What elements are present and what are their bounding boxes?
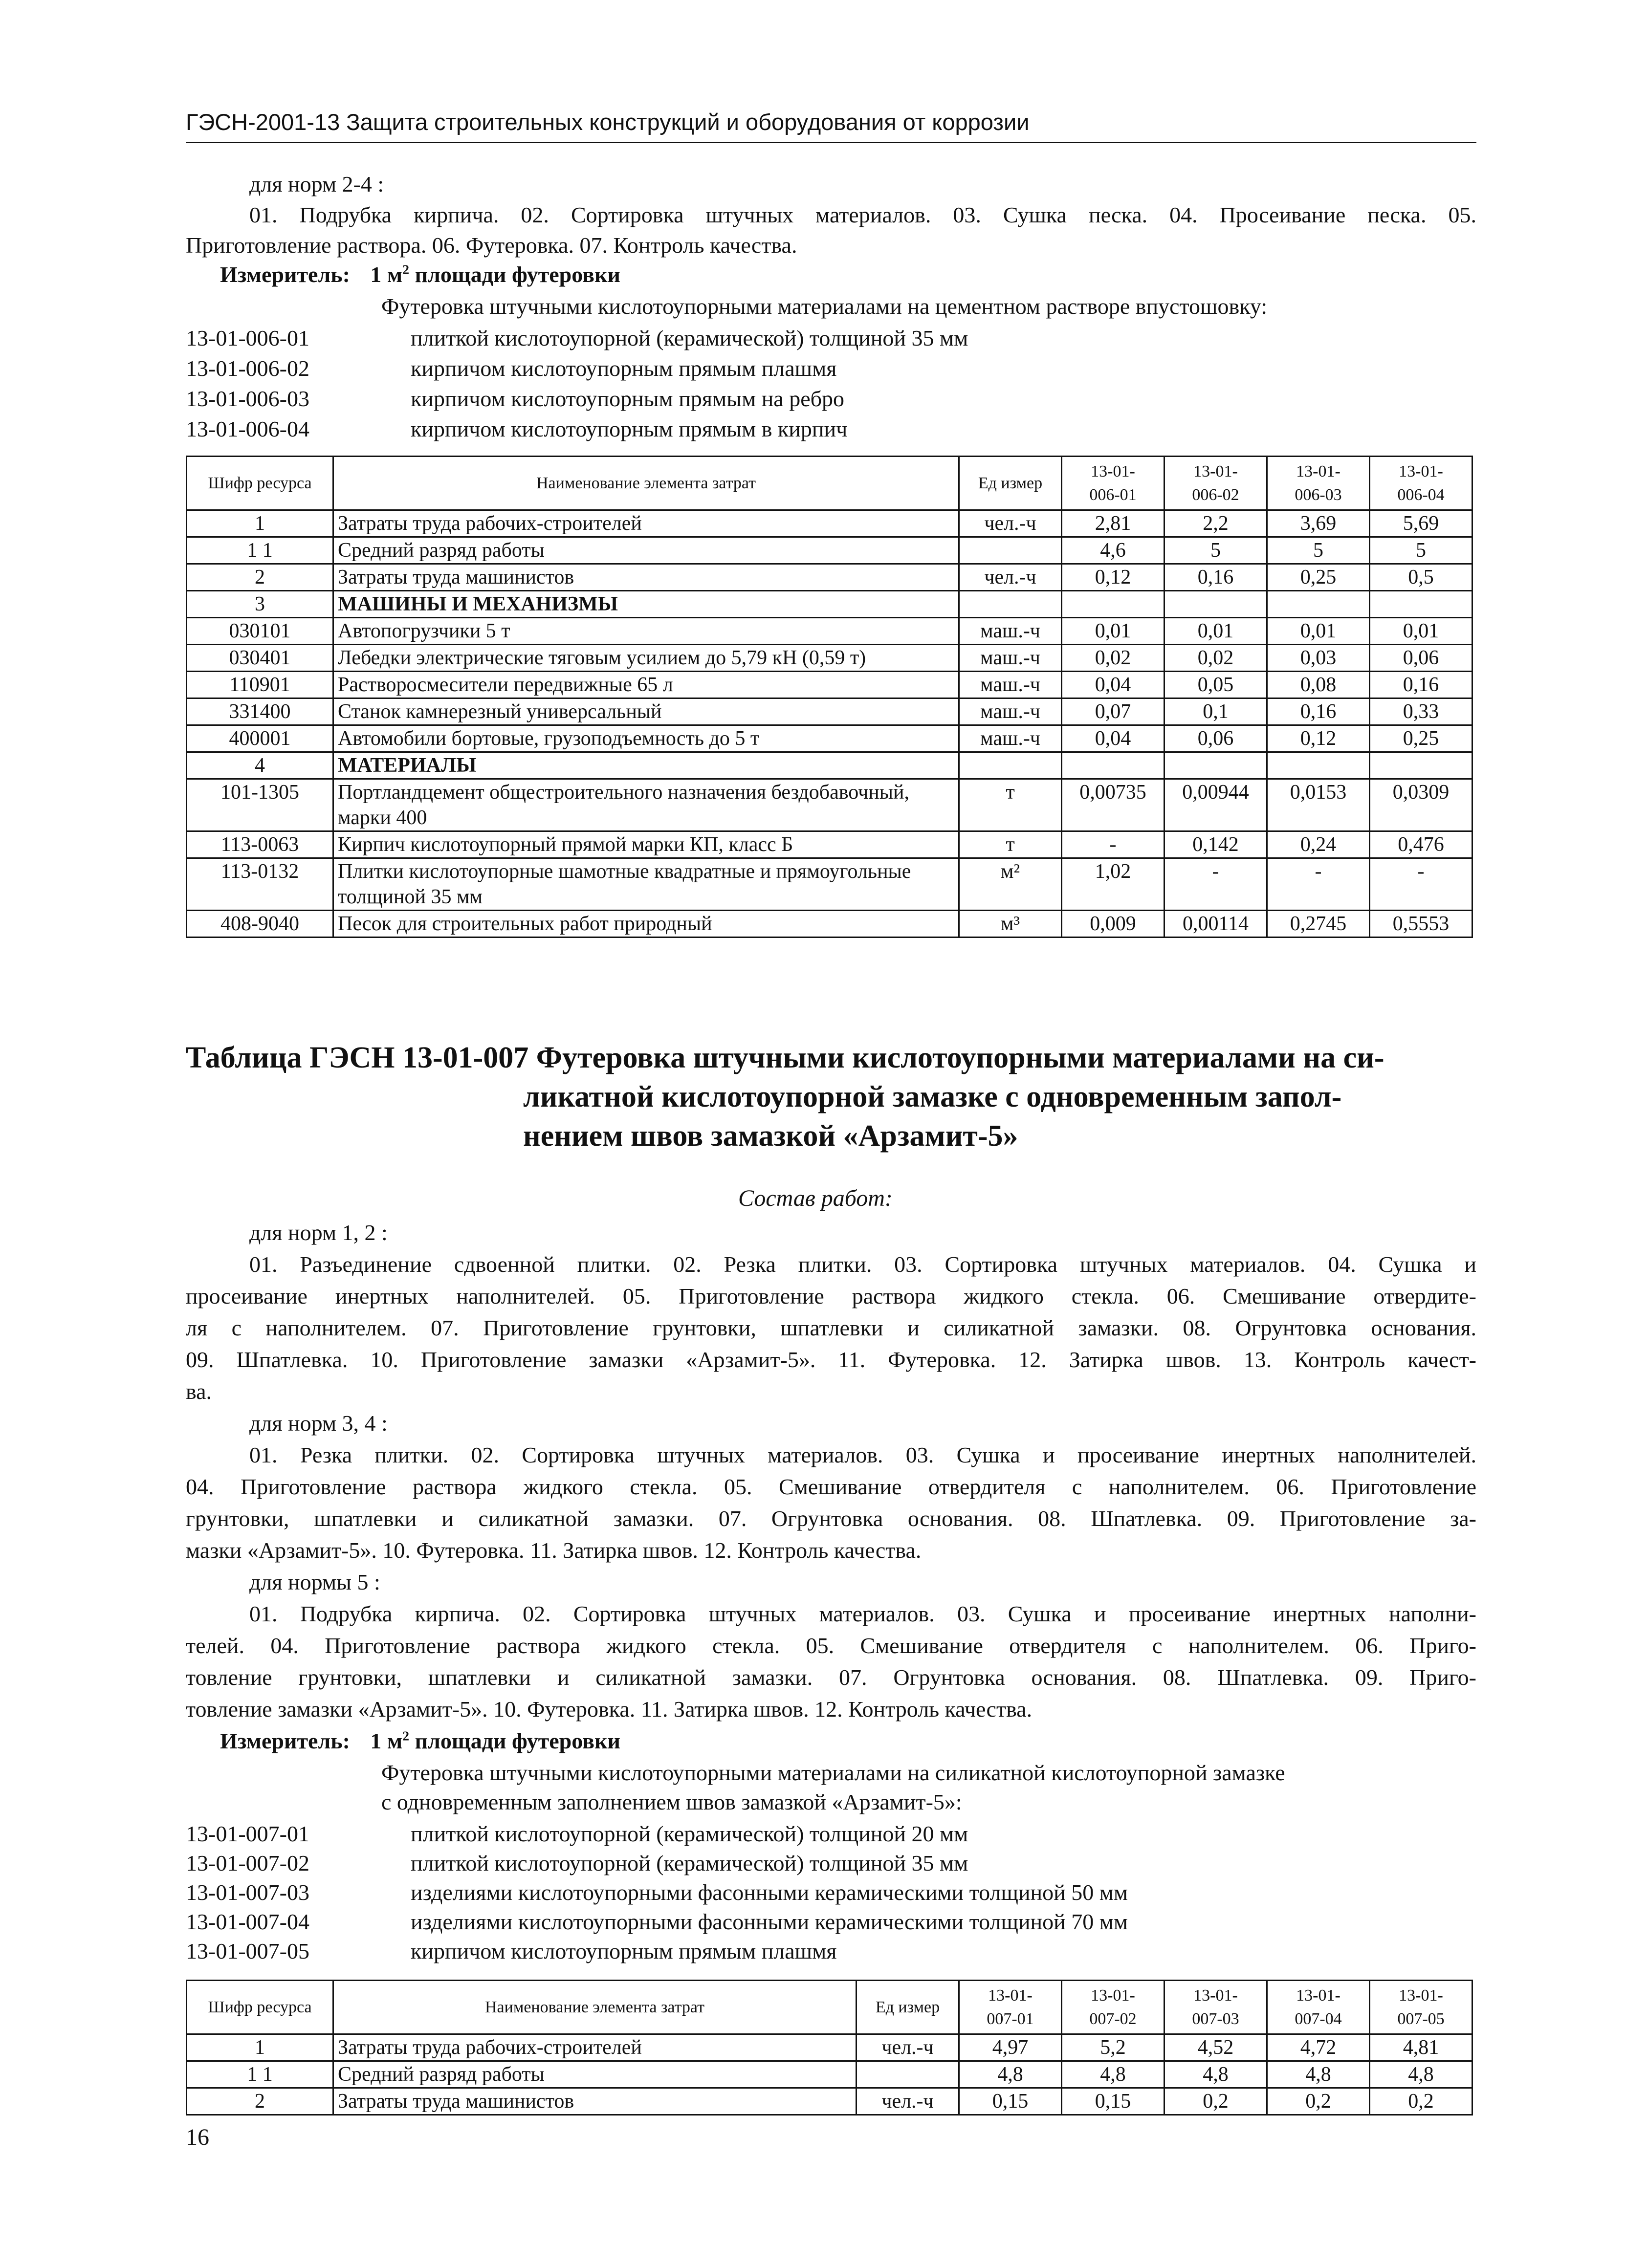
resource-table	[186, 1980, 1473, 2115]
value-cell	[1370, 752, 1472, 779]
value-cell: 0,15	[1062, 2088, 1165, 2115]
value-cell: 5	[1165, 537, 1267, 564]
unit-cell: маш.-ч	[959, 725, 1062, 752]
meter-label: Измеритель: 1 $м^2$ площади футеровки	[220, 262, 620, 287]
col-header-norm: 13-01- 007-04	[1267, 1981, 1370, 2034]
value-cell: 0,25	[1370, 725, 1472, 752]
resource-name-cell: Песок для строительных работ природный	[333, 911, 959, 938]
table-title: нением швов замазкой «Арзамит-5»	[523, 1119, 1018, 1153]
works-text: Приготовление раствора. 06. Футеровка. 07. Контроль качества.	[186, 233, 797, 258]
norm-code: 13-01-007-01	[186, 1821, 309, 1846]
unit-cell: чел.-ч	[857, 2088, 959, 2115]
value-cell: 2,2	[1165, 510, 1267, 537]
unit-cell: маш.-ч	[959, 618, 1062, 645]
running-header: ГЭСН-2001-13 Защита строительных конструкций и оборудования от коррозии	[186, 109, 1030, 135]
resource-name-cell: Плитки кислотоупорные шамотные квадратные и прямоугольные толщиной 35 мм	[333, 858, 959, 911]
unit-cell: м²	[959, 858, 1062, 911]
col-header-norm: 13-01- 006-04	[1370, 457, 1472, 510]
works-text: телей. 04. Приготовление раствора жидкого стекла. 05. Смешивание отвердителя с наполнителем. 06. Приго-	[186, 1633, 1476, 1658]
norms-label: для нормы 5 :	[249, 1570, 380, 1594]
unit-cell	[959, 752, 1062, 779]
norm-desc: плиткой кислотоупорной (керамической) толщиной 35 мм	[411, 326, 968, 350]
norm-caption: с одновременным заполнением швов замазкой «Арзамит-5»:	[381, 1789, 962, 1814]
resource-name-cell: Портландцемент общестроительного назначения бездобавочный, марки 400	[333, 779, 959, 831]
value-cell: 5,69	[1370, 510, 1472, 537]
works-text: ля с наполнителем. 07. Приготовление грунтовки, шпатлевки и силикатной замазки. 08. Огрунтовка основания.	[186, 1315, 1476, 1340]
norm-code: 13-01-006-03	[186, 386, 309, 411]
norm-code: 13-01-007-02	[186, 1851, 309, 1875]
page-number: 16	[186, 2124, 209, 2150]
unit-cell: т	[959, 779, 1062, 831]
table-row	[187, 618, 1472, 645]
works-text: товление замазки «Арзамит-5». 10. Футеровка. 11. Затирка швов. 12. Контроль качества.	[186, 1697, 1033, 1722]
value-cell: 4,8	[959, 2061, 1062, 2088]
unit-cell	[959, 591, 1062, 618]
works-text: грунтовки, шпатлевки и силикатной замазки. 07. Огрунтовка основания. 08. Шпатлевка. 09. Приготовление за-	[186, 1506, 1476, 1531]
resource-name-cell: Затраты труда рабочих-строителей	[333, 2034, 857, 2061]
value-cell: 0,476	[1370, 831, 1472, 858]
col-header-name: Наименование элемента затрат	[333, 1981, 857, 2034]
resource-name-cell: МАШИНЫ И МЕХАНИЗМЫ	[333, 591, 959, 618]
value-cell: 0,00114	[1165, 911, 1267, 938]
norm-code: 13-01-007-04	[186, 1909, 309, 1934]
value-cell: 0,142	[1165, 831, 1267, 858]
value-cell: -	[1165, 858, 1267, 911]
norms-label: для норм 2-4 :	[249, 172, 384, 196]
resource-code-cell: 030401	[187, 645, 333, 672]
col-header-norm: 13-01- 007-05	[1370, 1981, 1472, 2034]
resource-code-cell: 331400	[187, 698, 333, 725]
value-cell: 0,02	[1062, 645, 1165, 672]
value-cell: 0,0153	[1267, 779, 1370, 831]
value-cell: 0,08	[1267, 672, 1370, 698]
col-header-code: Шифр ресурса	[187, 1981, 333, 2034]
value-cell	[1267, 591, 1370, 618]
value-cell: 3,69	[1267, 510, 1370, 537]
resource-name-cell: Средний разряд работы	[333, 2061, 857, 2088]
table-row	[187, 564, 1472, 591]
value-cell: 2,81	[1062, 510, 1165, 537]
col-header-unit: Ед измер	[857, 1981, 959, 2034]
norm-code: 13-01-006-02	[186, 356, 309, 381]
resource-name-cell: Средний разряд работы	[333, 537, 959, 564]
value-cell: 0,33	[1370, 698, 1472, 725]
table-row	[187, 537, 1472, 564]
resource-code-cell: 4	[187, 752, 333, 779]
value-cell: -	[1267, 858, 1370, 911]
norm-desc: плиткой кислотоупорной (керамической) толщиной 20 мм	[411, 1821, 968, 1846]
norm-code: 13-01-007-03	[186, 1880, 309, 1905]
value-cell: 4,8	[1267, 2061, 1370, 2088]
table-row	[187, 911, 1472, 938]
norm-desc: кирпичом кислотоупорным прямым плашмя	[411, 1939, 837, 1963]
resource-code-cell: 113-0063	[187, 831, 333, 858]
value-cell: 0,01	[1267, 618, 1370, 645]
value-cell: 0,2	[1267, 2088, 1370, 2115]
col-header-norm: 13-01- 006-02	[1165, 457, 1267, 510]
resource-code-cell: 3	[187, 591, 333, 618]
value-cell: 4,8	[1370, 2061, 1472, 2088]
resource-code-cell: 2	[187, 2088, 333, 2115]
norm-code: 13-01-006-01	[186, 326, 309, 350]
resource-code-cell: 1 1	[187, 2061, 333, 2088]
resource-code-cell: 101-1305	[187, 779, 333, 831]
value-cell: 4,8	[1165, 2061, 1267, 2088]
table-row	[187, 831, 1472, 858]
table-row	[187, 672, 1472, 698]
meter-label: Измеритель: 1 $м^2$ площади футеровки	[220, 1728, 620, 1753]
resource-code-cell: 1	[187, 510, 333, 537]
value-cell	[1267, 752, 1370, 779]
value-cell: 0,04	[1062, 672, 1165, 698]
norms-label: для норм 3, 4 :	[249, 1411, 388, 1436]
table-row	[187, 858, 1472, 911]
value-cell: 0,5553	[1370, 911, 1472, 938]
table-row	[187, 645, 1472, 672]
works-text: 01. Подрубка кирпича. 02. Сортировка штучных материалов. 03. Сушка песка. 04. Просеивание песка. 05.	[249, 202, 1476, 227]
unit-cell: т	[959, 831, 1062, 858]
unit-cell	[857, 2061, 959, 2088]
value-cell: 0,01	[1370, 618, 1472, 645]
resource-name-cell: Автопогрузчики 5 т	[333, 618, 959, 645]
resource-name-cell: Лебедки электрические тяговым усилием до 5,79 кН (0,59 т)	[333, 645, 959, 672]
value-cell: 0,16	[1370, 672, 1472, 698]
value-cell: 4,97	[959, 2034, 1062, 2061]
col-header-norm: 13-01- 006-03	[1267, 457, 1370, 510]
table-row	[187, 2088, 1472, 2115]
unit-cell: чел.-ч	[857, 2034, 959, 2061]
resource-code-cell: 400001	[187, 725, 333, 752]
works-text: 09. Шпатлевка. 10. Приготовление замазки «Арзамит-5». 11. Футеровка. 12. Затирка швов. 13. Контроль качест-	[186, 1347, 1476, 1372]
norm-desc: изделиями кислотоупорными фасонными керамическими толщиной 50 мм	[411, 1880, 1128, 1905]
norm-desc: кирпичом кислотоупорным прямым плашмя	[411, 356, 837, 381]
value-cell: 0,24	[1267, 831, 1370, 858]
works-text: товление грунтовки, шпатлевки и силикатной замазки. 07. Огрунтовка основания. 08. Шпатлевка. 09. Приго-	[186, 1665, 1476, 1690]
value-cell: 4,52	[1165, 2034, 1267, 2061]
col-header-norm: 13-01- 006-01	[1062, 457, 1165, 510]
table-row	[187, 2061, 1472, 2088]
resource-code-cell: 110901	[187, 672, 333, 698]
table-title: ликатной кислотоупорной замазке с одновременным запол-	[523, 1080, 1342, 1113]
value-cell: 0,12	[1267, 725, 1370, 752]
resource-code-cell: 1	[187, 2034, 333, 2061]
value-cell: 4,72	[1267, 2034, 1370, 2061]
unit-cell: чел.-ч	[959, 510, 1062, 537]
resource-code-cell: 030101	[187, 618, 333, 645]
value-cell: 0,009	[1062, 911, 1165, 938]
col-header-unit: Ед измер	[959, 457, 1062, 510]
value-cell: 0,2	[1370, 2088, 1472, 2115]
value-cell: 4,8	[1062, 2061, 1165, 2088]
value-cell: 0,12	[1062, 564, 1165, 591]
value-cell: 0,1	[1165, 698, 1267, 725]
value-cell: 0,0309	[1370, 779, 1472, 831]
value-cell	[1370, 591, 1472, 618]
resource-code-cell: 408-9040	[187, 911, 333, 938]
table-row	[187, 725, 1472, 752]
resource-name-cell: Затраты труда машинистов	[333, 564, 959, 591]
norm-desc: кирпичом кислотоупорным прямым на ребро	[411, 386, 845, 411]
value-cell: 0,00944	[1165, 779, 1267, 831]
col-header-norm: 13-01- 007-03	[1165, 1981, 1267, 2034]
table-row	[187, 752, 1472, 779]
value-cell: -	[1370, 858, 1472, 911]
value-cell: 0,04	[1062, 725, 1165, 752]
resource-name-cell: Затраты труда машинистов	[333, 2088, 857, 2115]
unit-cell: м³	[959, 911, 1062, 938]
col-header-norm: 13-01- 007-02	[1062, 1981, 1165, 2034]
works-text: 01. Резка плитки. 02. Сортировка штучных материалов. 03. Сушка и просеивание инертных наполнителей.	[249, 1442, 1476, 1467]
norm-desc: плиткой кислотоупорной (керамической) толщиной 35 мм	[411, 1851, 968, 1875]
unit-cell	[959, 537, 1062, 564]
value-cell: 0,25	[1267, 564, 1370, 591]
col-header-name: Наименование элемента затрат	[333, 457, 959, 510]
unit-cell: маш.-ч	[959, 672, 1062, 698]
value-cell: 0,03	[1267, 645, 1370, 672]
value-cell: -	[1062, 831, 1165, 858]
value-cell: 0,06	[1370, 645, 1472, 672]
resource-name-cell: Растворосмесители передвижные 65 л	[333, 672, 959, 698]
value-cell: 0,01	[1062, 618, 1165, 645]
resource-name-cell: Кирпич кислотоупорный прямой марки КП, класс Б	[333, 831, 959, 858]
works-text: 01. Разъединение сдвоенной плитки. 02. Резка плитки. 03. Сортировка штучных материалов. 04. Сушка и	[249, 1252, 1476, 1277]
resource-code-cell: 1 1	[187, 537, 333, 564]
norm-code: 13-01-007-05	[186, 1939, 309, 1963]
header-rule	[186, 142, 1476, 143]
works-text: ва.	[186, 1379, 212, 1404]
value-cell: 0,5	[1370, 564, 1472, 591]
norm-caption: Футеровка штучными кислотоупорными материалами на цементном растворе впустошовку:	[381, 294, 1268, 319]
norm-caption: Футеровка штучными кислотоупорными материалами на силикатной кислотоупорной замазке	[381, 1760, 1285, 1785]
value-cell: 4,6	[1062, 537, 1165, 564]
resource-name-cell: МАТЕРИАЛЫ	[333, 752, 959, 779]
value-cell	[1165, 752, 1267, 779]
unit-cell: маш.-ч	[959, 698, 1062, 725]
resource-name-cell: Станок камнерезный универсальный	[333, 698, 959, 725]
value-cell: 0,16	[1165, 564, 1267, 591]
value-cell: 5,2	[1062, 2034, 1165, 2061]
unit-cell: маш.-ч	[959, 645, 1062, 672]
norm-desc: кирпичом кислотоупорным прямым в кирпич	[411, 416, 848, 441]
table-row	[187, 698, 1472, 725]
resource-name-cell: Автомобили бортовые, грузоподъемность до 5 т	[333, 725, 959, 752]
value-cell	[1062, 752, 1165, 779]
norms-label: для норм 1, 2 :	[249, 1220, 388, 1245]
composition-heading: Состав работ:	[738, 1185, 893, 1211]
value-cell: 4,81	[1370, 2034, 1472, 2061]
resource-table	[186, 456, 1473, 938]
value-cell: 1,02	[1062, 858, 1165, 911]
resource-code-cell: 2	[187, 564, 333, 591]
value-cell: 5	[1370, 537, 1472, 564]
value-cell: 0,15	[959, 2088, 1062, 2115]
unit-cell: чел.-ч	[959, 564, 1062, 591]
works-text: мазки «Арзамит-5». 10. Футеровка. 11. Затирка швов. 12. Контроль качества.	[186, 1538, 922, 1563]
value-cell: 5	[1267, 537, 1370, 564]
works-text: 04. Приготовление раствора жидкого стекла. 05. Смешивание отвердителя с наполнителем. 06. Приготовление	[186, 1474, 1476, 1499]
resource-code-cell: 113-0132	[187, 858, 333, 911]
value-cell: 0,06	[1165, 725, 1267, 752]
col-header-norm: 13-01- 007-01	[959, 1981, 1062, 2034]
value-cell: 0,2	[1165, 2088, 1267, 2115]
table-row	[187, 779, 1472, 831]
value-cell: 0,05	[1165, 672, 1267, 698]
resource-name-cell: Затраты труда рабочих-строителей	[333, 510, 959, 537]
value-cell	[1062, 591, 1165, 618]
value-cell: 0,2745	[1267, 911, 1370, 938]
value-cell: 0,07	[1062, 698, 1165, 725]
value-cell: 0,02	[1165, 645, 1267, 672]
norm-desc: изделиями кислотоупорными фасонными керамическими толщиной 70 мм	[411, 1909, 1128, 1934]
table-row	[187, 591, 1472, 618]
value-cell: 0,01	[1165, 618, 1267, 645]
value-cell: 0,00735	[1062, 779, 1165, 831]
table-row	[187, 2034, 1472, 2061]
value-cell: 0,16	[1267, 698, 1370, 725]
works-text: просеивание инертных наполнителей. 05. Приготовление раствора жидкого стекла. 06. Смешивание отвердите-	[186, 1284, 1476, 1308]
norm-code: 13-01-006-04	[186, 416, 309, 441]
table-row	[187, 510, 1472, 537]
col-header-code: Шифр ресурса	[187, 457, 333, 510]
works-text: 01. Подрубка кирпича. 02. Сортировка штучных материалов. 03. Сушка и просеивание инертных наполни-	[249, 1601, 1476, 1626]
table-title: Таблица ГЭСН 13-01-007 Футеровка штучными кислотоупорными материалами на си-	[186, 1041, 1384, 1074]
value-cell	[1165, 591, 1267, 618]
